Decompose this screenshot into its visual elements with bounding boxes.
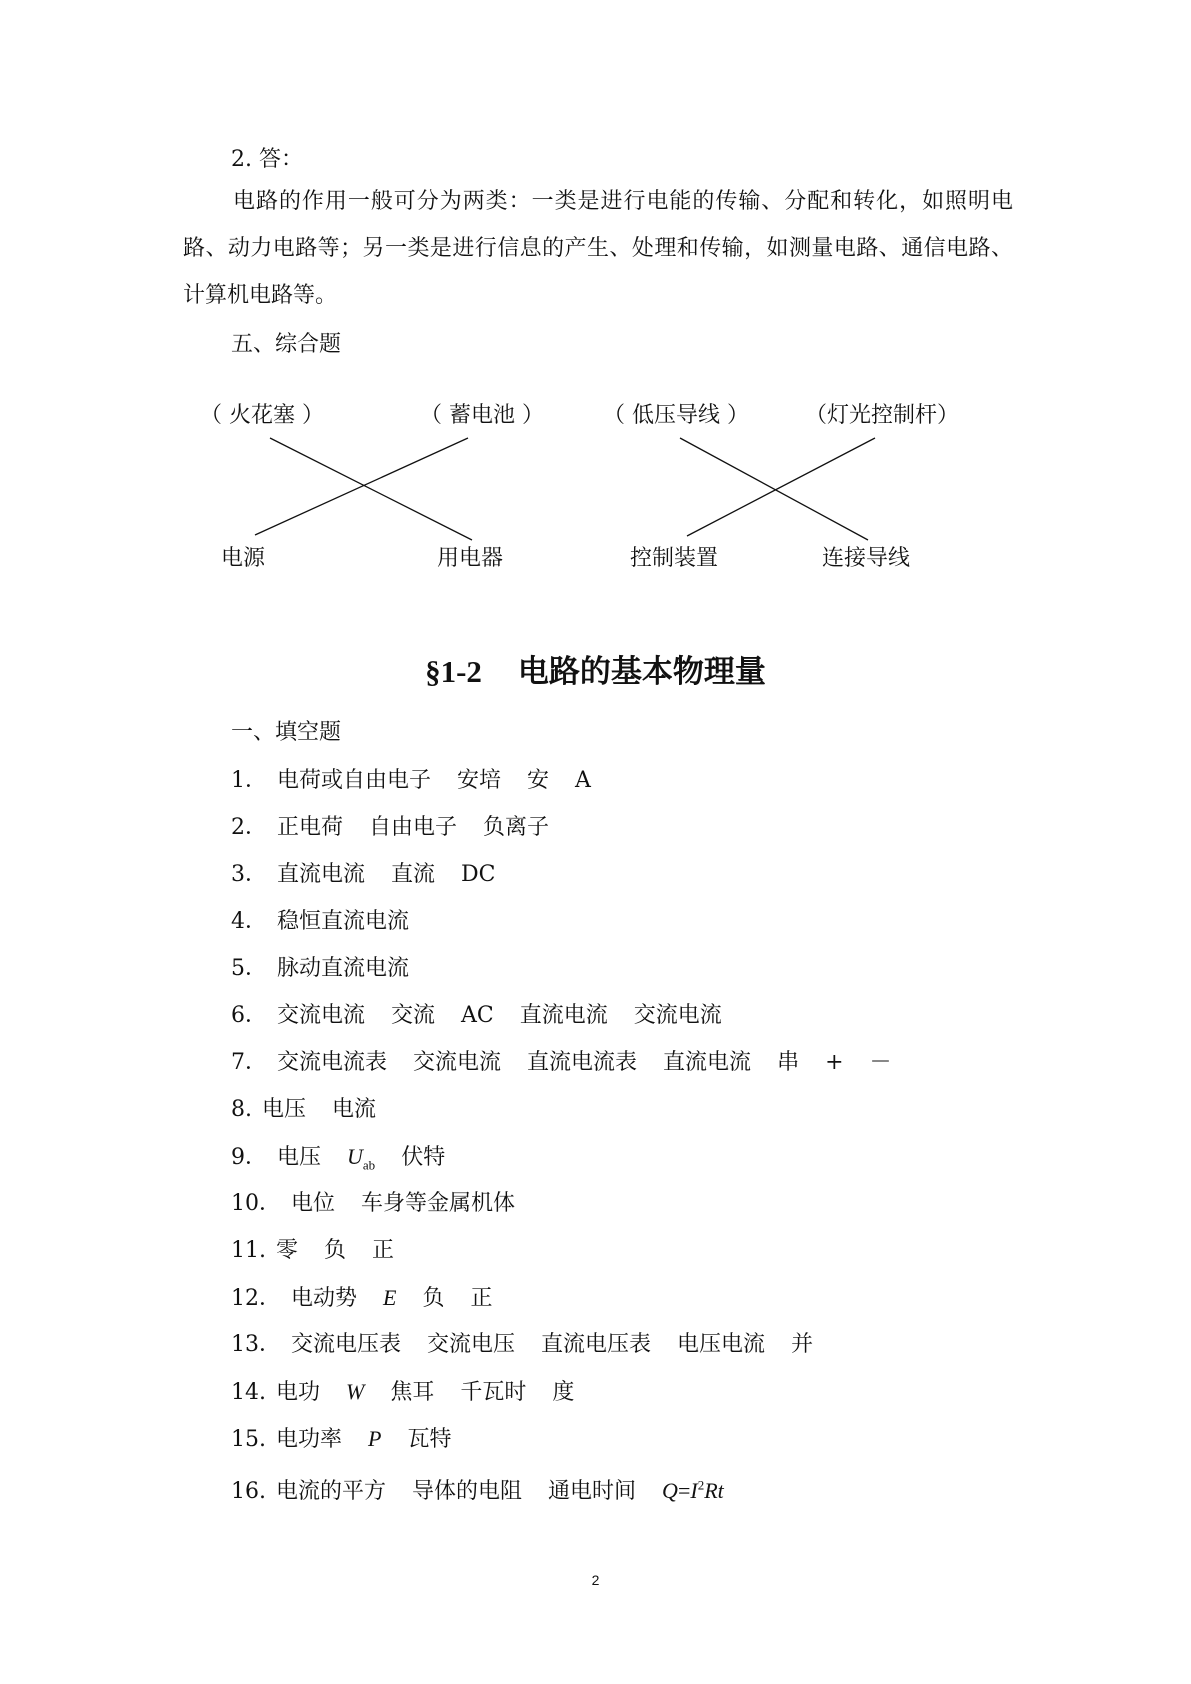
symbol-sub: ab (362, 1157, 376, 1173)
answer-part (347, 1144, 376, 1173)
answer-paragraph: 电路的作用一般可分为两类：一类是进行电能的传输、分配和转化，如照明电路、动力电路等；另一类是进行信息的产生、处理和传输，如测量电路、通信电路、计算机电路等。 (183, 189, 1013, 308)
answer-part: 电荷或自由电子 (277, 768, 432, 793)
answer-part: 并 (791, 1332, 814, 1357)
match-line (687, 438, 875, 536)
match-bottom-item: 用电器 (437, 546, 504, 571)
answer-part: 零 (276, 1238, 299, 1263)
answer-part (662, 1478, 724, 1503)
answer-part: 瓦特 (407, 1427, 452, 1452)
answer-part: 电流 (332, 1097, 377, 1122)
item-number: 12． (231, 1286, 281, 1311)
answer-part: 串 (777, 1050, 800, 1075)
answer-part: 伏特 (401, 1145, 446, 1170)
fill-answer-item (231, 1133, 918, 1180)
answer-part: A (575, 768, 591, 793)
item-number: 15. (231, 1427, 266, 1452)
answer-part: 车身等金属机体 (361, 1191, 516, 1216)
match-line (255, 438, 468, 535)
item-number: 8. (231, 1097, 252, 1122)
item-number: 5． (231, 956, 267, 981)
answer-part: 交流电流 (277, 1003, 366, 1028)
fill-answer-item (231, 1227, 918, 1274)
answer-part: 交流 (391, 1003, 436, 1028)
match-line (270, 438, 472, 540)
item-number: 16. (231, 1479, 266, 1505)
fill-answer-item (231, 1086, 918, 1133)
answer-part: 负 (324, 1238, 347, 1263)
answer-part: 直流电流 (277, 862, 366, 887)
answer-part: 电压电流 (677, 1332, 766, 1357)
answer-part: 电动势 (291, 1286, 358, 1311)
answer-part: 电位 (291, 1191, 336, 1216)
answer-part: 直流电流表 (527, 1050, 638, 1075)
formula-q: Q (662, 1478, 678, 1504)
answer-part: 安 (527, 768, 550, 793)
section-heading (0, 652, 1191, 692)
page-number: 2 (591, 1572, 600, 1588)
fill-answer-item (231, 945, 918, 992)
match-bottom-item: 控制装置 (630, 546, 719, 571)
answer-part: 交流电流 (633, 1003, 722, 1028)
answer-part: － (869, 1050, 892, 1075)
fill-answer-item (231, 1415, 918, 1462)
answer-part: 电压 (262, 1097, 307, 1122)
answer-label: 2. 答： (231, 147, 303, 172)
answer-part: 交流电压表 (291, 1332, 402, 1357)
fill-answer-item (231, 992, 918, 1039)
answer-part: 电功率 (276, 1427, 343, 1452)
answer-part: AC (461, 1003, 494, 1028)
answer-part: 直流电压表 (541, 1332, 652, 1357)
answer-part: 安培 (457, 768, 502, 793)
item-number: 9． (231, 1145, 267, 1170)
answer-part: 通电时间 (548, 1479, 637, 1505)
fill-answer-item (231, 1180, 918, 1227)
answer-part: P (368, 1426, 382, 1451)
answer-part: 交流电流 (413, 1050, 502, 1075)
answer-part: 电功 (276, 1380, 321, 1405)
answer-part: 稳恒直流电流 (277, 909, 410, 934)
item-number: 14. (231, 1380, 266, 1405)
item-number: 2． (231, 815, 267, 840)
answer-part: 负离子 (483, 815, 550, 840)
section-number: §1-2 (425, 654, 482, 689)
answer-part: 正电荷 (277, 815, 344, 840)
item-number: 13． (231, 1332, 281, 1357)
fill-answer-item (231, 851, 918, 898)
item-number: 6． (231, 1003, 267, 1028)
answer-part: 直流电流 (519, 1003, 608, 1028)
match-top-item: （ 蓄电池 ） (420, 403, 544, 428)
fill-answer-item (231, 1462, 918, 1509)
fill-answer-item (231, 898, 918, 945)
formula-i: I (690, 1478, 698, 1504)
answer-part: 导体的电阻 (412, 1479, 523, 1505)
answer-part: 正 (372, 1238, 395, 1263)
answer-part: W (346, 1379, 365, 1404)
fill-answer-item (231, 1039, 918, 1086)
answer-part: 交流电流表 (277, 1050, 388, 1075)
match-bottom-item: 连接导线 (822, 546, 911, 571)
item-number: 4． (231, 909, 267, 934)
answer-part: 电压 (277, 1145, 322, 1170)
answer-part: E (383, 1285, 397, 1310)
item-number: 11. (231, 1238, 266, 1263)
answer-part: + (825, 1050, 844, 1075)
answer-part: 度 (552, 1380, 575, 1405)
fill-answer-list (231, 757, 918, 1509)
match-top-item: （ 低压导线 ） (603, 403, 749, 428)
item-number: 3． (231, 862, 267, 887)
section-title-comprehensive: 五、综合题 (231, 332, 342, 357)
answer-part: 负 (422, 1286, 445, 1311)
answer-part: 焦耳 (390, 1380, 435, 1405)
fill-answer-item (231, 804, 918, 851)
match-top-item: （ 火花塞 ） (200, 403, 324, 428)
match-top-item: （灯光控制杆） (805, 403, 960, 428)
answer-part: 自由电子 (369, 815, 458, 840)
match-bottom-item: 电源 (221, 546, 266, 571)
fill-answer-item (231, 1321, 918, 1368)
answer-part: 千瓦时 (460, 1380, 527, 1405)
answer-part: DC (461, 862, 496, 887)
item-number: 1． (231, 768, 267, 793)
answer-part: 直流电流 (663, 1050, 752, 1075)
answer-part: 正 (470, 1286, 493, 1311)
formula-sup: 2 (697, 1478, 705, 1493)
formula-eq: = (677, 1478, 691, 1504)
answer-part: 交流电压 (427, 1332, 516, 1357)
fill-answer-item (231, 1368, 918, 1415)
symbol-u: U (347, 1144, 363, 1169)
formula-rt: Rt (704, 1478, 724, 1504)
fill-answer-item (231, 757, 918, 804)
answer-part: 电流的平方 (276, 1479, 387, 1505)
section-heading-title: 电路的基本物理量 (517, 654, 766, 690)
item-number: 10． (231, 1191, 281, 1216)
section-title-fill-blank: 一、填空题 (231, 720, 342, 745)
answer-part: 脉动直流电流 (277, 956, 410, 981)
fill-answer-item (231, 1274, 918, 1321)
answer-part: 直流 (391, 862, 436, 887)
item-number: 7． (231, 1050, 267, 1075)
